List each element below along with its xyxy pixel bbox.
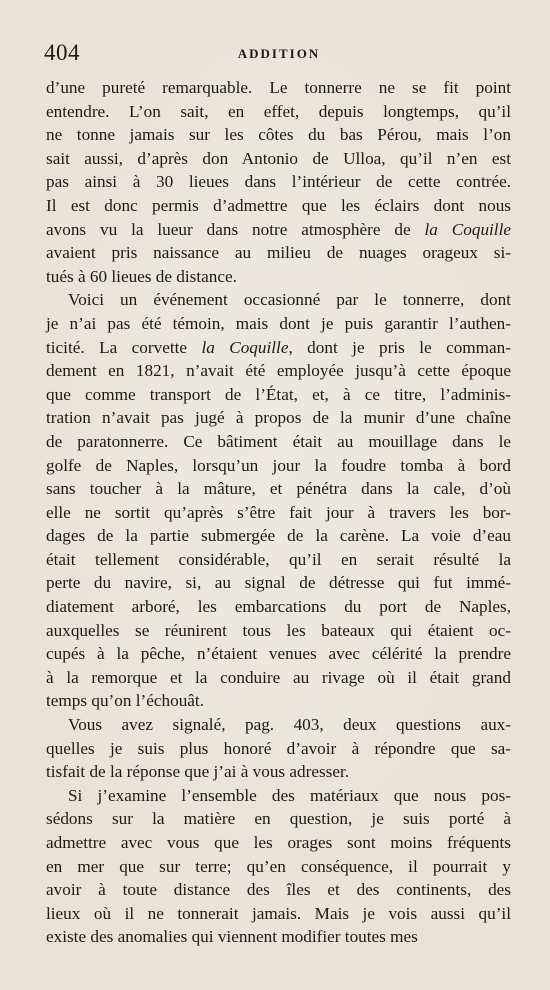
text-line: tisfait de la réponse que j’ai à vous adresser. (46, 762, 350, 782)
body-text (46, 76, 511, 949)
text-line: sédons sur la matière en question, je suis porté à (46, 809, 511, 829)
text-line: golfe de Naples, lorsqu’un jour la foudre tomba à bord (46, 455, 511, 475)
text-line: admettre avec vous que les orages sont moins fréquents (46, 833, 511, 852)
page-header (44, 40, 514, 70)
text-line: sans toucher à la mâture, et pénétra dans la cale, d’où (46, 479, 511, 499)
page-number: 404 (44, 40, 80, 65)
running-head: ADDITION (237, 46, 321, 61)
text-line: existe des anomalies qui viennent modifier toutes mes (46, 927, 418, 947)
paragraph (46, 784, 511, 949)
paragraph (46, 76, 511, 288)
text-line: ticité. La corvette la Coquille, dont je pris le comman- (46, 337, 511, 357)
text-line: pas ainsi à 30 lieues dans l’intérieur de cette contrée. (46, 172, 511, 192)
text-line: je n’ai pas été témoin, mais dont je puis garantir l’authen- (46, 313, 511, 333)
text-line: en mer que sur terre; qu’en conséquence, il pourrait y (46, 856, 511, 876)
text-line: Vous avez signalé, pag. 403, deux questions aux- (68, 715, 511, 735)
text-line: de paratonnerre. Ce bâtiment était au mouillage dans le (46, 431, 511, 451)
text-line: d’une pureté remarquable. Le tonnerre ne se fit point (46, 78, 511, 97)
text-line: à la remorque et la conduire au rivage où il était grand (46, 667, 511, 687)
text-line: auxquelles se réunirent tous les bateaux qui étaient oc- (46, 620, 511, 640)
ship-name: la Coquille (424, 219, 511, 239)
text-line: dement en 1821, n’avait été employée jusqu’à cette époque (46, 361, 511, 381)
text-line: ne tonne jamais sur les côtes du bas Pérou, mais l’on (46, 125, 511, 145)
text-line: perte du navire, si, au signal de détresse qui fut immé- (46, 573, 511, 593)
text-line: Il est donc permis d’admettre que les éclairs dont nous (46, 195, 511, 215)
text-line: dages de la partie submergée de la carène. La voie d’eau (46, 526, 511, 546)
paragraph (46, 288, 511, 713)
text-line: quelles je suis plus honoré d’avoir à répondre que sa- (46, 738, 511, 758)
text-line: temps qu’on l’échouât. (46, 691, 204, 711)
text-line: que comme transport de l’État, et, à ce titre, l’adminis- (46, 384, 511, 404)
ship-name: la Coquille (201, 337, 289, 357)
paragraph (46, 713, 511, 784)
text-line: avaient pris naissance au milieu de nuages orageux si- (46, 243, 511, 263)
text-line: tration n’avait pas jugé à propos de la munir d’une chaîne (46, 408, 511, 428)
text-line: elle ne sortit qu’après s’être fait jour à travers les bor- (46, 502, 511, 522)
text-line: était tellement considérable, qu’il en serait résulté la (46, 549, 511, 569)
text-line: avoir à toute distance des îles et des continents, des (46, 880, 511, 900)
text-line: entendre. L’on sait, en effet, depuis longtemps, qu’il (46, 101, 511, 121)
text-line: lieux où il ne tonnerait jamais. Mais je vois aussi qu’il (46, 903, 511, 923)
text-line: Si j’examine l’ensemble des matériaux que nous pos- (68, 785, 511, 805)
text-line: avons vu la lueur dans notre atmosphère de la Coquille (46, 219, 511, 239)
text-line: cupés à la pêche, n’étaient venues avec célérité la prendre (46, 644, 511, 664)
text-line: tués à 60 lieues de distance. (46, 266, 237, 286)
text-line: Voici un événement occasionné par le tonnerre, dont (68, 290, 511, 310)
text-line: diatement arboré, les embarcations du port de Naples, (46, 597, 511, 617)
text-line: sait aussi, d’après don Antonio de Ulloa, qu’il n’en est (46, 148, 511, 168)
